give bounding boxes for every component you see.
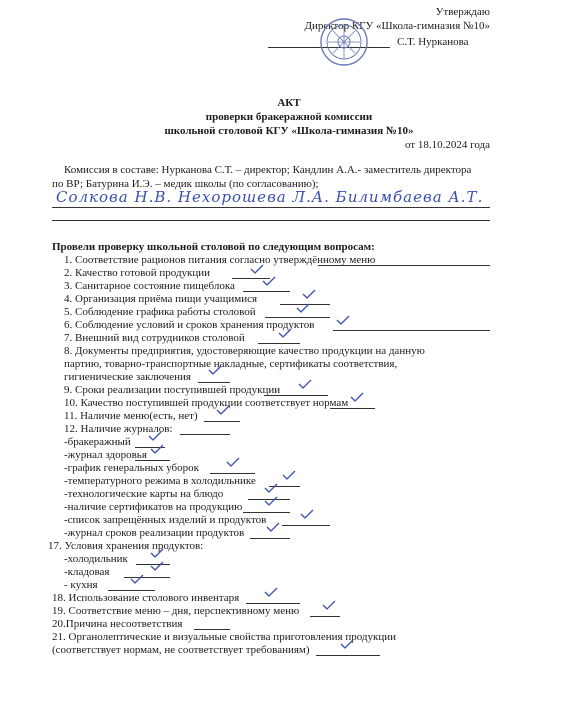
checkmark-icon — [150, 548, 164, 558]
answer-line — [243, 291, 290, 292]
check-item: 5. Соблюдение графика работы столовой — [64, 306, 256, 318]
answer-line — [258, 343, 300, 344]
check-item: 9. Сроки реализации поступившей продукции — [64, 384, 281, 396]
answer-line — [333, 330, 490, 331]
checkmark-icon — [296, 303, 310, 313]
check-item: 21. Органолептические и визуальные свойства приготовления продукции — [52, 631, 397, 643]
blank-line-1 — [52, 207, 490, 208]
check-item: -кладовая — [64, 566, 110, 578]
check-item: 12. Наличие журналов: — [64, 423, 173, 435]
check-item: -журнал здоровья — [64, 449, 147, 461]
answer-line — [282, 525, 330, 526]
answer-line — [108, 590, 155, 591]
check-item: 3. Санитарное состояние пищеблока — [64, 280, 235, 292]
check-item: -график генеральных уборок — [64, 462, 199, 474]
checkmark-icon — [302, 289, 316, 299]
checkmark-icon — [226, 457, 240, 467]
checkmark-icon — [264, 587, 278, 597]
answer-line — [243, 512, 290, 513]
answer-line — [194, 629, 230, 630]
checkmark-icon — [350, 392, 364, 402]
answer-line — [180, 434, 230, 435]
check-item: 10. Качество поступившей продукции соответствует нормам — [64, 397, 349, 409]
check-item: - кухня — [64, 579, 98, 591]
check-item: (соответствует нормам, не соответствует требованиям) — [52, 644, 310, 656]
answer-line — [318, 265, 490, 266]
check-item: 17. Условия хранения продуктов: — [48, 540, 204, 552]
checkmark-icon — [278, 328, 292, 338]
checkmark-icon — [150, 444, 164, 454]
blank-line-2 — [52, 220, 490, 221]
check-item: 19. Соответствие меню – дня, перспективному меню — [52, 605, 300, 617]
answer-line — [265, 317, 330, 318]
checkmark-icon — [336, 315, 350, 325]
director-name: С.Т. Нурканова — [397, 36, 469, 48]
check-item: 2. Качество готовой продукции — [64, 267, 211, 279]
check-item: 4. Организация приёма пищи учащимися — [64, 293, 258, 305]
check-item: -журнал сроков реализации продуктов — [64, 527, 245, 539]
checkmark-icon — [264, 496, 278, 506]
doc-title: АКТ — [277, 97, 301, 109]
checkmark-icon — [148, 431, 162, 441]
answer-line — [250, 538, 290, 539]
check-item: 20.Причина несоответствия — [52, 618, 183, 630]
answer-line — [135, 460, 170, 461]
check-item: -холодильник — [64, 553, 128, 565]
checkmark-icon — [300, 509, 314, 519]
checkmark-icon — [264, 483, 278, 493]
doc-date: от 18.10.2024 года — [404, 139, 490, 151]
check-item: 6. Соблюдение условий и сроков хранения продуктов — [64, 319, 315, 331]
checkmark-icon — [216, 405, 230, 415]
answer-line — [246, 603, 300, 604]
commission-line-2: по ВР; Батурина И.Э. – медик школы (по согласованию); — [52, 178, 319, 190]
checkmark-icon — [322, 600, 336, 610]
checkmark-icon — [250, 264, 264, 274]
doc-subtitle-1: проверки бракеражной комиссии — [205, 111, 373, 123]
answer-line — [198, 382, 230, 383]
answer-line — [330, 408, 375, 409]
approve-label: Утверждаю — [435, 6, 490, 18]
check-item: 11. Наличие меню(есть, нет) — [64, 410, 198, 422]
check-item: 18. Использование столового инвентаря — [52, 592, 240, 604]
checks-heading: Провели проверку школьной столовой по следующим вопросам: — [52, 241, 375, 253]
check-item: -наличие сертификатов на продукцию — [64, 501, 243, 513]
doc-subtitle-2: школьной столовой КГУ «Школа-гимназия №10» — [164, 125, 414, 137]
checkmark-icon — [130, 574, 144, 584]
answer-line — [316, 655, 380, 656]
check-item: 7. Внешний вид сотрудников столовой — [64, 332, 245, 344]
checkmark-icon — [282, 470, 296, 480]
checkmark-icon — [298, 379, 312, 389]
check-item: -технологические карты на блюдо — [64, 488, 224, 500]
check-item: партию, товарно-транспортные накладные, сертификаты соответствия, — [64, 358, 398, 370]
checkmark-icon — [262, 276, 276, 286]
commission-handwritten: Солкова Н.В. Нехорошева Л.А. Билимбаева А.Т. — [56, 188, 484, 206]
checkmark-icon — [150, 561, 164, 571]
director-line: Директор КГУ «Школа-гимназия №10» — [304, 20, 490, 32]
commission-line-1: Комиссия в составе: Нурканова С.Т. – директор; Кандлин А.А.- заместитель директора — [64, 164, 472, 176]
checkmark-icon — [266, 522, 280, 532]
checkmark-icon — [340, 639, 354, 649]
answer-line — [264, 395, 328, 396]
check-item: 1. Соответствие рационов питания согласно утверждённому меню — [64, 254, 376, 266]
check-item: -бракеражный — [64, 436, 131, 448]
answer-line — [310, 616, 340, 617]
check-item: 8. Документы предприятия, удостоверяющие качество продукции на данную — [64, 345, 425, 357]
answer-line — [204, 421, 240, 422]
answer-line — [210, 473, 255, 474]
checkmark-icon — [208, 365, 222, 375]
check-item: -температурного режима в холодильнике — [64, 475, 256, 487]
check-item: -список запрещённых изделий и продуктов — [64, 514, 267, 526]
check-item: гигиенические заключения — [64, 371, 191, 383]
state-emblem-seal — [318, 16, 370, 73]
